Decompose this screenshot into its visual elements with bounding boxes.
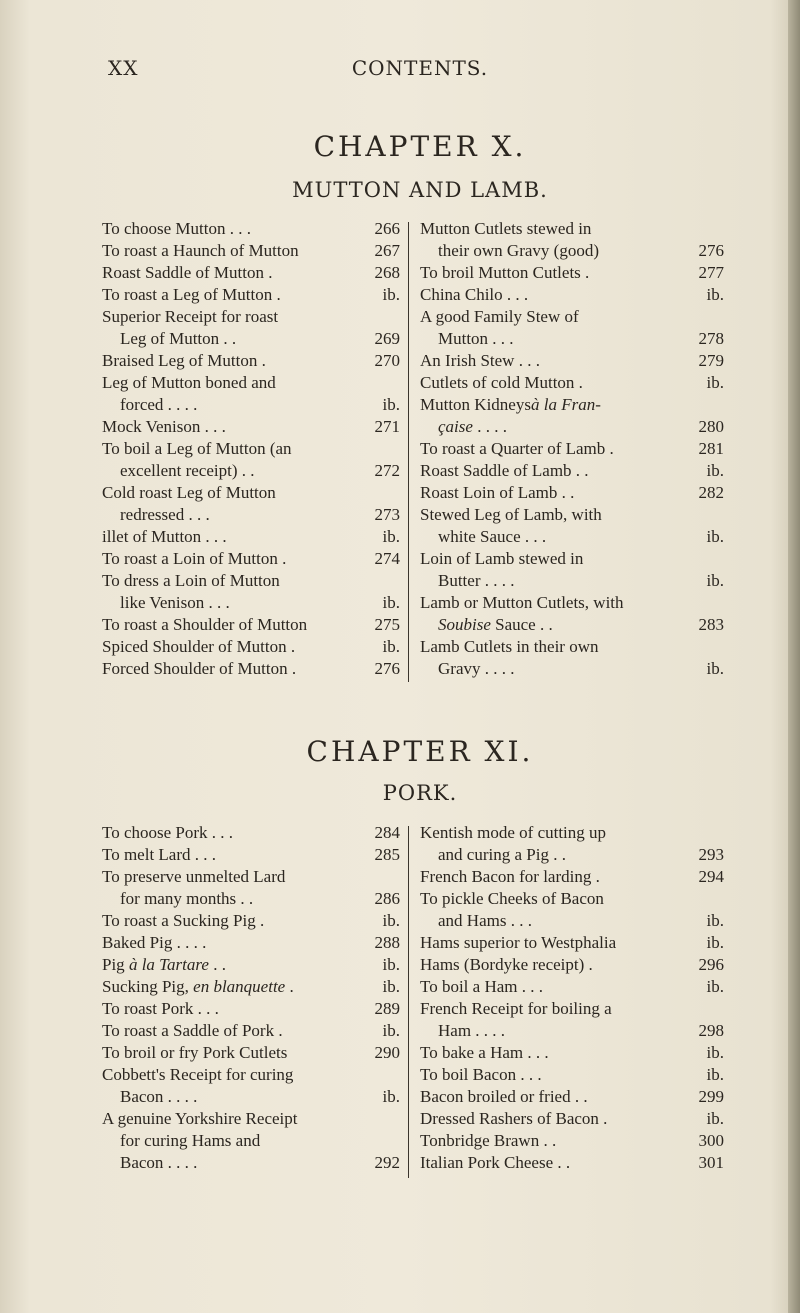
- contents-entry: [102, 460, 400, 482]
- contents-entry: [102, 998, 400, 1020]
- column-divider: [408, 222, 409, 682]
- contents-entry: [102, 350, 400, 372]
- contents-entry: [102, 504, 400, 526]
- contents-entry: [102, 570, 400, 592]
- contents-entry: [420, 372, 724, 394]
- contents-entry: [102, 658, 400, 680]
- entry-title: çaise . . . .: [438, 417, 507, 436]
- contents-entry: [420, 460, 724, 482]
- entry-title: white Sauce . . .: [438, 527, 547, 546]
- contents-entry: [102, 328, 400, 350]
- entry-page-number: ib.: [706, 659, 724, 678]
- entry-page-number: 268: [374, 263, 400, 282]
- entry-title: To boil a Leg of Mutton (an: [102, 439, 292, 458]
- contents-entry: [420, 866, 724, 888]
- entry-title: Soubise Sauce . .: [438, 615, 553, 634]
- entry-page-number: ib.: [706, 911, 724, 930]
- contents-entry: [420, 1042, 724, 1064]
- entry-title: To roast a Haunch of Mutton: [102, 241, 299, 260]
- entry-title: Cobbett's Receipt for curing: [102, 1065, 294, 1084]
- contents-entry: [420, 394, 724, 416]
- chapter-subtitle: MUTTON AND LAMB.: [292, 178, 548, 202]
- contents-entry: [102, 438, 400, 460]
- entry-page-number: 270: [374, 351, 400, 370]
- entry-title: French Receipt for boiling a: [420, 999, 612, 1018]
- entry-page-number: 296: [698, 955, 724, 974]
- entry-title: To broil or fry Pork Cutlets: [102, 1043, 288, 1062]
- entry-title: Roast Loin of Lamb . .: [420, 483, 575, 502]
- contents-entry: [420, 998, 724, 1020]
- contents-entry: [420, 1064, 724, 1086]
- entry-page-number: 274: [374, 549, 400, 568]
- entry-page-number: ib.: [382, 1087, 400, 1106]
- contents-entry: [102, 284, 400, 306]
- entry-title: To choose Pork . . .: [102, 823, 234, 842]
- chapter-10-right-column: [420, 218, 724, 680]
- contents-entry: [420, 482, 724, 504]
- entry-title: To broil Mutton Cutlets .: [420, 263, 590, 282]
- contents-entry: [102, 614, 400, 636]
- entry-title: Mutton Kidneysà la Fran-: [420, 395, 601, 414]
- contents-entry: [420, 976, 724, 998]
- entry-title: To bake a Ham . . .: [420, 1043, 549, 1062]
- contents-entry: [420, 1020, 724, 1042]
- entry-title: Loin of Lamb stewed in: [420, 549, 584, 568]
- entry-title: To pickle Cheeks of Bacon: [420, 889, 604, 908]
- contents-entry: [102, 262, 400, 284]
- entry-title: Stewed Leg of Lamb, with: [420, 505, 602, 524]
- entry-title: Lamb Cutlets in their own: [420, 637, 599, 656]
- entry-title: Lamb or Mutton Cutlets, with: [420, 593, 624, 612]
- entry-title: A genuine Yorkshire Receipt: [102, 1109, 298, 1128]
- entry-page-number: 293: [698, 845, 724, 864]
- entry-title: An Irish Stew . . .: [420, 351, 540, 370]
- entry-page-number: ib.: [382, 637, 400, 656]
- contents-entry: [420, 548, 724, 570]
- entry-title: Roast Saddle of Lamb . .: [420, 461, 589, 480]
- entry-page-number: 299: [698, 1087, 724, 1106]
- page-edge: [788, 0, 800, 1313]
- entry-title: Hams superior to Westphalia: [420, 933, 617, 952]
- contents-entry: [102, 1020, 400, 1042]
- entry-title: To preserve unmelted Lard: [102, 867, 286, 886]
- contents-entry: [102, 548, 400, 570]
- entry-page-number: ib.: [382, 955, 400, 974]
- entry-title: To roast a Leg of Mutton .: [102, 285, 281, 304]
- contents-entry: [420, 328, 724, 350]
- contents-entry: [420, 504, 724, 526]
- entry-page-number: 284: [374, 823, 400, 842]
- entry-title: Baked Pig . . . .: [102, 933, 207, 952]
- entry-title: Hams (Bordyke receipt) .: [420, 955, 593, 974]
- entry-page-number: 281: [698, 439, 724, 458]
- contents-entry: [420, 822, 724, 844]
- entry-page-number: ib.: [706, 527, 724, 546]
- entry-title: Bacon broiled or fried . .: [420, 1087, 588, 1106]
- entry-title: Ham . . . .: [438, 1021, 506, 1040]
- entry-page-number: 276: [698, 241, 724, 260]
- contents-entry: [102, 636, 400, 658]
- contents-entry: [102, 1042, 400, 1064]
- entry-page-number: 286: [374, 889, 400, 908]
- entry-title: Sucking Pig, en blanquette .: [102, 977, 294, 996]
- running-head-title: CONTENTS.: [351, 56, 489, 80]
- contents-entry: [420, 1130, 724, 1152]
- column-divider: [408, 826, 409, 1178]
- entry-page-number: 271: [374, 417, 400, 436]
- contents-entry: [102, 416, 400, 438]
- entry-page-number: ib.: [382, 977, 400, 996]
- entry-page-number: 301: [698, 1153, 724, 1172]
- contents-entry: [102, 1086, 400, 1108]
- entry-page-number: 285: [374, 845, 400, 864]
- entry-page-number: 276: [374, 659, 400, 678]
- entry-title: Gravy . . . .: [438, 659, 515, 678]
- contents-entry: [102, 1130, 400, 1152]
- entry-page-number: ib.: [382, 527, 400, 546]
- chapter-11-left-column: [102, 822, 400, 1174]
- entry-page-number: 288: [374, 933, 400, 952]
- entry-title: Kentish mode of cutting up: [420, 823, 607, 842]
- entry-page-number: 300: [698, 1131, 724, 1150]
- entry-title: and Hams . . .: [438, 911, 532, 930]
- contents-entry: [102, 526, 400, 548]
- entry-title: Cutlets of cold Mutton .: [420, 373, 583, 392]
- contents-entry: [102, 1108, 400, 1130]
- entry-page-number: 280: [698, 417, 724, 436]
- entry-page-number: 294: [698, 867, 724, 886]
- chapter-10-left-column: [102, 218, 400, 680]
- contents-entry: [102, 306, 400, 328]
- chapter-subtitle: PORK.: [382, 781, 458, 805]
- contents-entry: [420, 1152, 724, 1174]
- entry-page-number: 273: [374, 505, 400, 524]
- entry-title: Dressed Rashers of Bacon .: [420, 1109, 608, 1128]
- entry-page-number: 266: [374, 219, 400, 238]
- contents-entry: [102, 976, 400, 998]
- page-number: XX: [108, 56, 139, 80]
- chapter-11-right-column: [420, 822, 724, 1174]
- chapter-title: CHAPTER XI.: [306, 735, 534, 768]
- entry-page-number: ib.: [706, 933, 724, 952]
- entry-page-number: 283: [698, 615, 724, 634]
- contents-entry: [420, 218, 724, 240]
- entry-page-number: ib.: [706, 373, 724, 392]
- contents-entry: [102, 1152, 400, 1174]
- contents-entry: [420, 1108, 724, 1130]
- entry-page-number: 279: [698, 351, 724, 370]
- entry-title: excellent receipt) . .: [120, 461, 255, 480]
- entry-title: To roast a Loin of Mutton .: [102, 549, 287, 568]
- entry-title: Mock Venison . . .: [102, 417, 226, 436]
- entry-title: illet of Mutton . . .: [102, 527, 227, 546]
- contents-entry: [102, 822, 400, 844]
- entry-title: redressed . . .: [120, 505, 210, 524]
- entry-title: Roast Saddle of Mutton .: [102, 263, 273, 282]
- running-head: [100, 56, 740, 86]
- entry-title: Leg of Mutton . .: [120, 329, 237, 348]
- entry-title: like Venison . . .: [120, 593, 230, 612]
- entry-page-number: ib.: [706, 285, 724, 304]
- contents-entry: [420, 416, 724, 438]
- entry-title: Bacon . . . .: [120, 1153, 198, 1172]
- contents-entry: [420, 1086, 724, 1108]
- entry-title: To roast a Sucking Pig .: [102, 911, 265, 930]
- entry-title: Tonbridge Brawn . .: [420, 1131, 557, 1150]
- contents-entry: [102, 888, 400, 910]
- entry-page-number: ib.: [706, 1065, 724, 1084]
- entry-title: To boil Bacon . . .: [420, 1065, 542, 1084]
- entry-title: Spiced Shoulder of Mutton .: [102, 637, 296, 656]
- entry-page-number: 275: [374, 615, 400, 634]
- entry-page-number: ib.: [706, 461, 724, 480]
- entry-page-number: ib.: [706, 571, 724, 590]
- contents-entry: [420, 910, 724, 932]
- entry-page-number: 272: [374, 461, 400, 480]
- entry-title: and curing a Pig . .: [438, 845, 566, 864]
- contents-entry: [420, 438, 724, 460]
- entry-title: Butter . . . .: [438, 571, 515, 590]
- entry-page-number: ib.: [706, 1043, 724, 1062]
- contents-entry: [420, 614, 724, 636]
- entry-title: China Chilo . . .: [420, 285, 529, 304]
- entry-page-number: 292: [374, 1153, 400, 1172]
- contents-entry: [102, 240, 400, 262]
- contents-entry: [102, 592, 400, 614]
- entry-title: for curing Hams and: [120, 1131, 261, 1150]
- contents-entry: [420, 240, 724, 262]
- contents-entry: [420, 284, 724, 306]
- contents-entry: [102, 482, 400, 504]
- entry-title: To roast Pork . . .: [102, 999, 219, 1018]
- entry-page-number: 298: [698, 1021, 724, 1040]
- entry-page-number: 278: [698, 329, 724, 348]
- entry-page-number: 267: [374, 241, 400, 260]
- contents-entry: [102, 932, 400, 954]
- contents-entry: [420, 932, 724, 954]
- contents-entry: [420, 262, 724, 284]
- entry-title: To boil a Ham . . .: [420, 977, 543, 996]
- contents-entry: [102, 844, 400, 866]
- contents-entry: [420, 592, 724, 614]
- entry-page-number: 290: [374, 1043, 400, 1062]
- entry-title: To melt Lard . . .: [102, 845, 217, 864]
- chapter-title: CHAPTER X.: [313, 130, 527, 163]
- entry-title: To roast a Saddle of Pork .: [102, 1021, 283, 1040]
- entry-page-number: ib.: [706, 977, 724, 996]
- entry-title: Superior Receipt for roast: [102, 307, 279, 326]
- entry-title: To choose Mutton . . .: [102, 219, 251, 238]
- entry-page-number: ib.: [382, 911, 400, 930]
- contents-entry: [102, 372, 400, 394]
- entry-page-number: ib.: [382, 285, 400, 304]
- entry-title: French Bacon for larding .: [420, 867, 600, 886]
- entry-title: forced . . . .: [120, 395, 198, 414]
- entry-title: A good Family Stew of: [420, 307, 579, 326]
- entry-title: Leg of Mutton boned and: [102, 373, 276, 392]
- entry-title: Forced Shoulder of Mutton .: [102, 659, 297, 678]
- entry-title: To roast a Shoulder of Mutton: [102, 615, 308, 634]
- contents-entry: [420, 526, 724, 548]
- entry-title: To dress a Loin of Mutton: [102, 571, 280, 590]
- contents-entry: [102, 1064, 400, 1086]
- entry-title: To roast a Quarter of Lamb .: [420, 439, 614, 458]
- entry-title: Pig à la Tartare . .: [102, 955, 226, 974]
- entry-page-number: 269: [374, 329, 400, 348]
- entry-page-number: 277: [698, 263, 724, 282]
- contents-entry: [420, 570, 724, 592]
- entry-title: Italian Pork Cheese . .: [420, 1153, 571, 1172]
- entry-title: Braised Leg of Mutton .: [102, 351, 266, 370]
- contents-entry: [420, 306, 724, 328]
- contents-entry: [420, 954, 724, 976]
- entry-page-number: ib.: [706, 1109, 724, 1128]
- contents-entry: [102, 910, 400, 932]
- entry-title: Cold roast Leg of Mutton: [102, 483, 276, 502]
- contents-entry: [420, 844, 724, 866]
- entry-title: Bacon . . . .: [120, 1087, 198, 1106]
- entry-page-number: 289: [374, 999, 400, 1018]
- entry-title: for many months . .: [120, 889, 254, 908]
- contents-entry: [102, 218, 400, 240]
- contents-entry: [420, 658, 724, 680]
- contents-entry: [420, 350, 724, 372]
- contents-entry: [420, 636, 724, 658]
- entry-page-number: 282: [698, 483, 724, 502]
- contents-entry: [102, 954, 400, 976]
- entry-page-number: ib.: [382, 395, 400, 414]
- contents-entry: [102, 866, 400, 888]
- entry-title: Mutton . . .: [438, 329, 514, 348]
- entry-title: Mutton Cutlets stewed in: [420, 219, 592, 238]
- entry-page-number: ib.: [382, 593, 400, 612]
- contents-entry: [420, 888, 724, 910]
- entry-page-number: ib.: [382, 1021, 400, 1040]
- contents-entry: [102, 394, 400, 416]
- entry-title: their own Gravy (good): [438, 241, 599, 260]
